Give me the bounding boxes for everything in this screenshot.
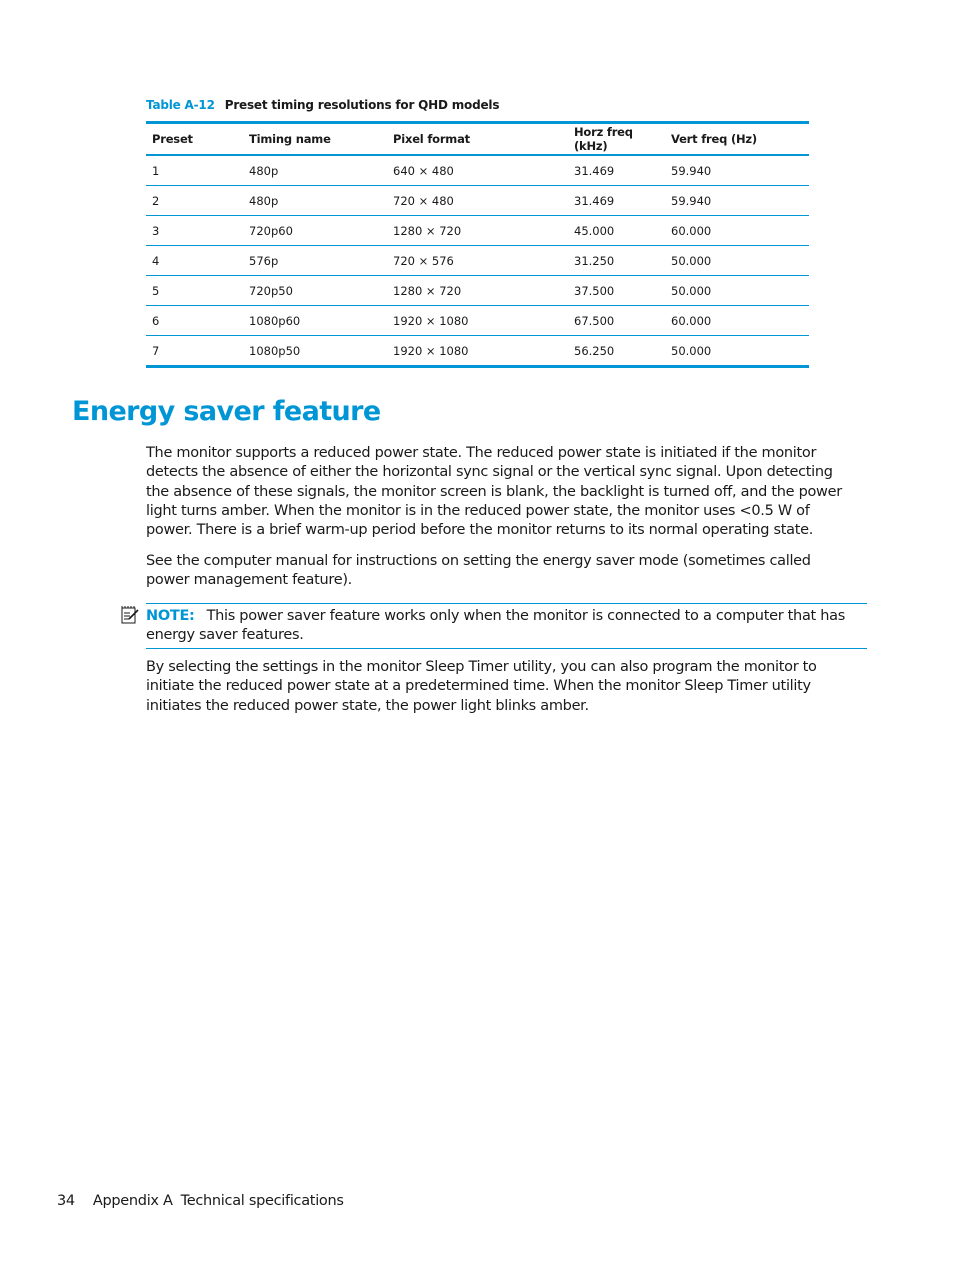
footer-chapter: Technical specifications	[180, 1193, 344, 1209]
table-row	[146, 246, 809, 276]
cell-vert-freq: 50.000	[671, 253, 712, 268]
table-row	[146, 216, 809, 246]
cell-preset: 7	[152, 343, 160, 358]
cell-pixel-format: 720 × 480	[393, 193, 454, 208]
cell-vert-freq: 50.000	[671, 343, 712, 358]
cell-timing-name: 720p50	[249, 283, 293, 298]
cell-timing-name: 720p60	[249, 223, 293, 238]
header-vert-freq: Vert freq (Hz)	[671, 132, 757, 146]
paragraph-reduced-power: The monitor supports a reduced power state. The reduced power state is initiated if the monitor detects the absence of either the horizontal sync signal or the vertical sync signal. Upon detecting the absence of these signals, the monitor screen is blank, the backlight is turned off, and the power light turns amber. When the monitor is in the reduced power state, the monitor uses <0.5 W of power. There is a brief warm-up period before the monitor returns to its normal operating state.	[146, 445, 842, 539]
cell-pixel-format: 1280 × 720	[393, 223, 462, 238]
cell-vert-freq: 60.000	[671, 223, 712, 238]
table-caption-number: Table A-12	[146, 98, 215, 112]
cell-timing-name: 1080p60	[249, 313, 301, 328]
cell-pixel-format: 1920 × 1080	[393, 313, 469, 328]
note-label: NOTE:	[146, 608, 195, 624]
table-row	[146, 186, 809, 216]
note-pencil-icon	[120, 605, 140, 625]
cell-horz-freq: 31.250	[574, 253, 615, 268]
cell-preset: 6	[152, 313, 160, 328]
section-heading: Energy saver feature	[72, 396, 381, 427]
cell-horz-freq: 56.250	[574, 343, 615, 358]
cell-timing-name: 480p	[249, 163, 279, 178]
table-row	[146, 155, 809, 186]
preset-timing-table	[146, 121, 809, 368]
header-horz-freq: Horz freq (kHz)	[574, 125, 633, 153]
note-box	[146, 603, 867, 649]
header-timing-name: Timing name	[249, 132, 331, 146]
cell-preset: 3	[152, 223, 160, 238]
header-pixel-format: Pixel format	[393, 132, 470, 146]
cell-timing-name: 480p	[249, 193, 279, 208]
cell-timing-name: 576p	[249, 253, 279, 268]
cell-horz-freq: 31.469	[574, 193, 615, 208]
cell-timing-name: 1080p50	[249, 343, 301, 358]
paragraph-computer-manual: See the computer manual for instructions on setting the energy saver mode (sometimes called power management feature).	[146, 553, 811, 589]
table-row	[146, 276, 809, 306]
header-preset: Preset	[152, 132, 193, 146]
cell-pixel-format: 1280 × 720	[393, 283, 462, 298]
table-row	[146, 336, 809, 367]
cell-vert-freq: 59.940	[671, 163, 712, 178]
footer-appendix: Appendix A	[92, 1193, 173, 1209]
cell-vert-freq: 60.000	[671, 313, 712, 328]
page-footer	[57, 1193, 344, 1209]
cell-preset: 4	[152, 253, 160, 268]
cell-horz-freq: 45.000	[574, 223, 615, 238]
table-caption-title: Preset timing resolutions for QHD models	[224, 98, 500, 112]
cell-pixel-format: 720 × 576	[393, 253, 454, 268]
note-text: This power saver feature works only when the monitor is connected to a computer that has energy saver features.	[146, 608, 845, 644]
paragraph-sleep-timer: By selecting the settings in the monitor Sleep Timer utility, you can also program the monitor to initiate the reduced power state at a predetermined time. When the monitor Sleep Timer utility initiates the reduced power state, the power light blinks amber.	[146, 659, 817, 714]
cell-pixel-format: 640 × 480	[393, 163, 454, 178]
cell-preset: 5	[152, 283, 160, 298]
table-caption	[146, 98, 499, 112]
table-row	[146, 306, 809, 336]
cell-preset: 2	[152, 193, 160, 208]
cell-horz-freq: 67.500	[574, 313, 615, 328]
page-number: 34	[57, 1193, 75, 1209]
note-content	[146, 607, 858, 646]
cell-horz-freq: 37.500	[574, 283, 615, 298]
cell-preset: 1	[152, 163, 160, 178]
cell-vert-freq: 59.940	[671, 193, 712, 208]
cell-horz-freq: 31.469	[574, 163, 615, 178]
table-header-row	[146, 123, 809, 156]
cell-pixel-format: 1920 × 1080	[393, 343, 469, 358]
cell-vert-freq: 50.000	[671, 283, 712, 298]
